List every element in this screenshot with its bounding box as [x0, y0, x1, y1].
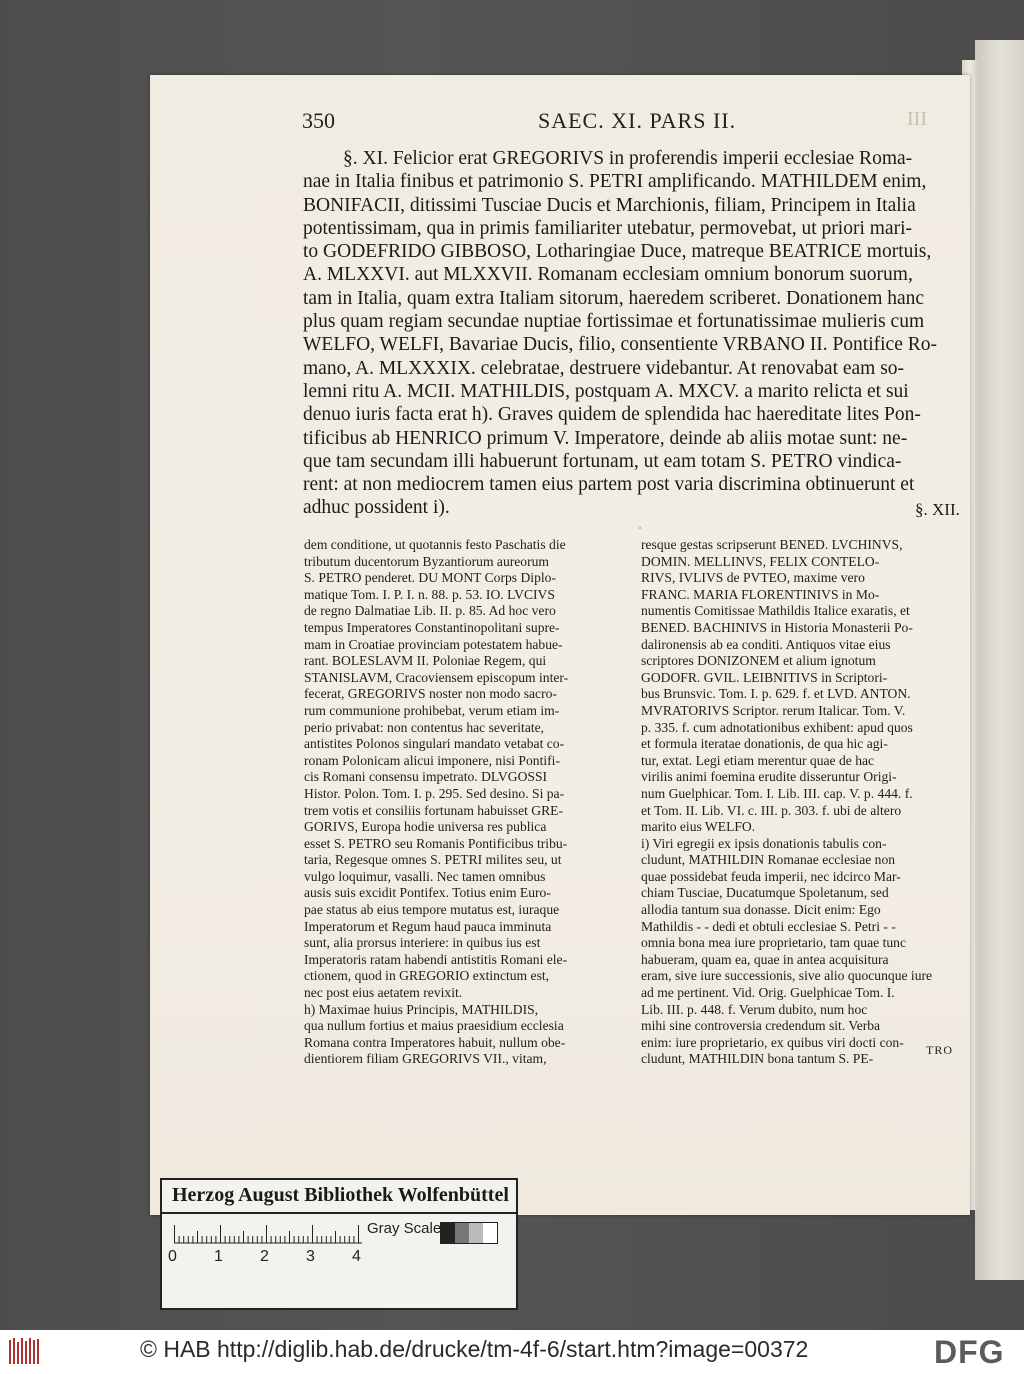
- footnote-line: sunt, alia prorsus interiere: in quibus ius est: [304, 935, 541, 951]
- footnote-line: allodia tantum sua donasse. Dicit enim: Ego: [641, 902, 881, 918]
- footnote-line: tributum ducentorum Byzantiorum aureorum: [304, 553, 550, 569]
- footnote-line: habueram, quam ea, quae in antea acquisitura: [641, 951, 889, 967]
- text-line: tam in Italia, quam extra Italiam sitorum, haeredem scriberet. Donationem hanc: [303, 287, 925, 309]
- library-color-card: [160, 1178, 518, 1310]
- gray-scale-label: Gray Scale: [367, 1220, 442, 1237]
- ruler-number: 4: [352, 1248, 361, 1265]
- footnote-line: omnia bona mea iure proprietario, tam quae tunc: [641, 935, 906, 951]
- text-line: adhuc possident i).: [303, 497, 450, 519]
- footnote-line: DOMIN. MELLINVS, FELIX CONTELO-: [641, 553, 880, 569]
- footnote-line: STANISLAVM, Cracoviensem episcopum inter-: [304, 669, 569, 685]
- footnote-line: perio privabat: non contentus hac severitate,: [304, 719, 545, 735]
- footnote-line: cludunt, MATHILDIN Romanae ecclesiae non: [641, 852, 896, 868]
- footnote-line: Mathildis - - dedi et obtuli ecclesiae S. Petri - -: [641, 918, 896, 934]
- footnote-line: cludunt, MATHILDIN bona tantum S. PE-: [641, 1051, 874, 1067]
- text-line: lemni ritu A. MCII. MATHILDIS, postquam A. MXCV. a marito relicta et sui: [303, 380, 909, 402]
- footnote-line: fecerat, GREGORIVS noster non modo sacro-: [304, 686, 557, 702]
- footnote-line: qua nullum fortius et maius praesidium ecclesia: [304, 1018, 564, 1034]
- ruler-number: 3: [306, 1248, 315, 1265]
- footnote-line: h) Maximae huius Principis, MATHILDIS,: [304, 1001, 539, 1017]
- gray-swatch-light: [469, 1223, 483, 1243]
- footnote-line: ad me pertinent. Vid. Orig. Guelphicae Tom. I.: [641, 985, 895, 1001]
- gray-scale-swatches: [440, 1222, 498, 1244]
- footnote-line: Romana contra Imperatores habuit, nullum obe-: [304, 1034, 566, 1050]
- gray-swatch-white: [483, 1223, 497, 1243]
- footnote-line: Histor. Polon. Tom. I. p. 295. Sed desino. Si pa-: [304, 785, 565, 801]
- footnote-line: tempus Imperatores Constantinopolitani supre-: [304, 619, 560, 635]
- footnote-line: GODOFR. GVIL. LEIBNITIVS in Scriptori-: [641, 669, 888, 685]
- gray-swatch-black: [441, 1223, 455, 1243]
- adjacent-page-edge: [975, 40, 1024, 1280]
- footnote-line: quae possidebat feuda imperii, nec idcirco Mar-: [641, 868, 901, 884]
- footnote-line: enim: iure proprietario, ex quibus viri docti con-: [641, 1034, 904, 1050]
- text-line: mano, A. MLXXXIX. celebratae, destruere videbantur. At renovabat eam so-: [303, 357, 905, 379]
- text-line: potentissimam, qua in primis familiariter utebatur, permovebat, ut priori mari-: [303, 217, 912, 239]
- footnote-column-right: [641, 537, 959, 1068]
- footer-bar: [0, 1330, 1024, 1374]
- footnote-line: pae status ab eius tempore mutatus est, iuraque: [304, 902, 560, 918]
- next-section-mark: §. XII.: [915, 500, 960, 519]
- running-header: [302, 108, 962, 138]
- text-line: tificibus ab HENRICO primum V. Imperatore, deinde ab aliis motae sunt: ne-: [303, 427, 908, 449]
- page-number: 350: [302, 108, 335, 133]
- gray-swatch-dark: [455, 1223, 469, 1243]
- footnote-line: i) Viri egregii ex ipsis donationis tabulis con-: [641, 835, 887, 851]
- text-line: rent: at non mediocrem tamen eius partem post varia discrimina obtinuerunt et: [303, 474, 915, 496]
- footnote-line: matique Tom. I. P. I. n. 88. p. 53. IO. LVCIVS: [304, 586, 555, 602]
- footnote-line: dem conditione, ut quotannis festo Paschatis die: [304, 537, 566, 552]
- footnote-line: bus Brunsvic. Tom. I. p. 629. f. et LVD. ANTON.: [641, 686, 911, 702]
- dfg-logo: DFG: [934, 1334, 1005, 1370]
- footnote-line: virilis animi foemina erudite disseruntur Origi-: [641, 769, 897, 785]
- footnote-line: RIVS, IVLIVS de PVTEO, maxime vero: [641, 570, 865, 586]
- footnote-line: mam in Croatiae provinciam potestatem habue-: [304, 636, 563, 652]
- footnote-line: esset S. PETRO seu Romanis Pontificibus tribu-: [304, 835, 568, 851]
- footnote-line: tur, extat. Legi etiam merentur quae de hac: [641, 752, 875, 768]
- footnote-line: numentis Comitissae Mathildis Italice exaratis, et: [641, 603, 910, 619]
- text-line: nae in Italia finibus et patrimonio S. PETRI amplificando. MATHILDEM enim,: [303, 171, 927, 193]
- text-line: plus quam regiam secundae nuptiae fortissimae et fortunatissimae mulieris cum: [303, 311, 925, 333]
- footnote-line: num Guelphicar. Tom. I. Lib. III. cap. V. p. 444. f.: [641, 785, 913, 801]
- footnote-line: chiam Tusciae, Ducatumque Spoletanum, sed: [641, 885, 889, 901]
- text-line: que tam secundam illi habuerunt fortunam, ut eam totam S. PETRO vindica-: [303, 450, 902, 472]
- show-through-text: III: [907, 108, 927, 130]
- footnote-line: Imperatoris ratam habendi antistitis Romani ele-: [304, 951, 568, 967]
- institution-name: Herzog August Bibliothek Wolfenbüttel: [172, 1184, 509, 1206]
- footnote-line: cis Romani consensu impetrato. DLVGOSSI: [304, 769, 548, 785]
- footnote-line: ronam Polonicam alicui imponere, nisi Pontifi-: [304, 752, 560, 768]
- footnote-line: BENED. BACHINIVS in Historia Monasterii Po-: [641, 619, 913, 635]
- catchword: TRO: [926, 1043, 953, 1057]
- text-line: denuo iuris facta erat h). Graves quidem de splendida hac haereditate lites Pon-: [303, 404, 921, 426]
- footnote-line: rant. BOLESLAVM II. Poloniae Regem, qui: [304, 653, 547, 669]
- text-line: to GODEFRIDO GIBBOSO, Lotharingiae Duce, matreque BEATRICE mortuis,: [303, 241, 932, 263]
- footnote-line: p. 335. f. cum adnotationibus exhibent: apud quos: [641, 719, 913, 735]
- footnote-line: dientiorem filiam GREGORIVS VII., vitam,: [304, 1051, 547, 1067]
- footnote-line: antistites Polonos singulari mandato vetabat co-: [304, 736, 565, 752]
- footnote-line: S. PETRO penderet. DU MONT Corps Diplo-: [304, 570, 556, 586]
- footnote-column-left: [304, 537, 622, 1068]
- text-line: BONIFACII, ditissimi Tusciae Ducis et Marchionis, filiam, Principem in Italia: [303, 194, 916, 216]
- footnote-line: rum communione prohibebat, verum etiam im-: [304, 702, 560, 718]
- text-line: WELFO, WELFI, Bavariae Ducis, filio, consentiente VRBANO II. Pontifice Ro-: [303, 334, 937, 356]
- footnote-line: Imperatorum et Regum haud pauca imminuta: [304, 918, 552, 934]
- footnote-line: de regno Dalmatiae Lib. II. p. 85. Ad hoc vero: [304, 603, 556, 619]
- footnote-line: MVRATORIVS Scriptor. rerum Italicar. Tom. V.: [641, 702, 906, 718]
- footnote-line: dalironensis ab ea conditi. Antiquos vitae eius: [641, 636, 891, 652]
- footnote-line: vulgo loquimur, vasalli. Nec tamen omnibus: [304, 868, 546, 884]
- footnote-line: GORIVS, Europa hodie universa res publica: [304, 819, 547, 835]
- text-line: Felicior erat GREGORIVS in proferendis imperii ecclesiae Roma-: [392, 148, 913, 169]
- barcode-icon: [8, 1336, 40, 1366]
- footnote-line: et Tom. II. Lib. VI. c. III. p. 303. f. ubi de altero: [641, 802, 902, 818]
- card-divider: [162, 1212, 516, 1214]
- footnote-line: ctionem, quod in GREGORIO extinctum est,: [304, 968, 550, 984]
- footnote-line: nec post eius aetatem revixit.: [304, 985, 463, 1001]
- book-page: [150, 75, 970, 1215]
- section-mark: §. XI.: [343, 148, 393, 169]
- footnote-line: scriptores DONIZONEM et alium ignotum: [641, 653, 876, 669]
- footnote-line: taria, Regesque omnes S. PETRI milites seu, ut: [304, 852, 562, 868]
- ruler-scale: [174, 1224, 364, 1244]
- footnote-line: ausis suis excidit Pontifex. Totius enim Euro-: [304, 885, 551, 901]
- footnote-line: eram, sive iure successionis, sive alio quocunque iure: [641, 968, 933, 984]
- footnote-line: resque gestas scripserunt BENED. LVCHINVS,: [641, 537, 903, 552]
- column-divider-mark: ◦: [638, 523, 642, 534]
- footnote-line: Lib. III. p. 448. f. Verum dubito, num hoc: [641, 1001, 868, 1017]
- ruler-number: 0: [168, 1248, 177, 1265]
- running-title: SAEC. XI. PARS II.: [538, 108, 737, 133]
- ruler-number: 2: [260, 1248, 269, 1265]
- footnote-line: et formula iteratae donationis, de qua hic agi-: [641, 736, 888, 752]
- footnote-line: trem votis et consiliis fortunam habuisset GRE-: [304, 802, 563, 818]
- footnote-line: FRANC. MARIA FLORENTINIVS in Mo-: [641, 586, 880, 602]
- text-line: A. MLXXVI. aut MLXXVII. Romanam ecclesiam omnium bonorum suorum,: [303, 264, 913, 286]
- main-paragraph-text: [303, 147, 963, 520]
- ruler-number: 1: [214, 1248, 223, 1265]
- copyright-url-text[interactable]: © HAB http://diglib.hab.de/drucke/tm-4f-6/start.htm?image=00372: [140, 1336, 809, 1362]
- footnote-line: marito eius WELFO.: [641, 819, 756, 835]
- footnote-line: mihi sine controversia credendum sit. Verba: [641, 1018, 881, 1034]
- main-paragraph: [303, 147, 963, 520]
